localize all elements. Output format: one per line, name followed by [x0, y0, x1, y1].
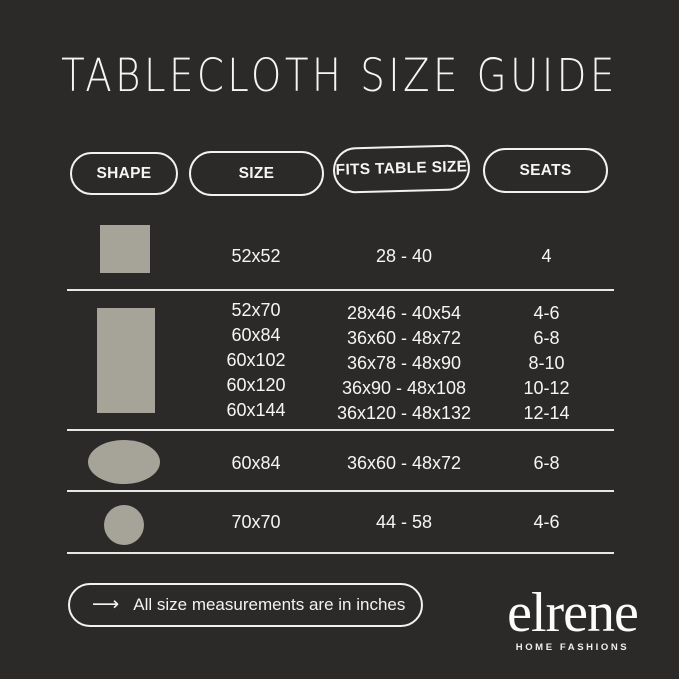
fits-value: 44 - 58 [375, 512, 433, 532]
column-header-seats-label: SEATS [519, 161, 572, 179]
size-value: 60x84 [231, 453, 281, 473]
size-value: 60x102 [226, 350, 286, 370]
brand-tagline: HOME FASHIONS [515, 642, 630, 653]
size-value: 70x70 [231, 512, 281, 532]
seats-value: 4 [541, 246, 552, 266]
row-divider [67, 289, 614, 291]
right-arrow-icon: ⟶ [92, 592, 120, 615]
rectangle-shape-icon [97, 308, 155, 413]
square-shape-icon [100, 225, 150, 273]
page-title: TABLECLOTH SIZE GUIDE [61, 49, 618, 102]
column-header-size-label: SIZE [238, 164, 275, 182]
size-value: 52x52 [231, 246, 281, 266]
column-header-size [189, 151, 324, 196]
oval-shape-icon [88, 440, 160, 484]
fits-value: 36x60 - 48x72 [346, 453, 462, 473]
seats-value: 6-8 [533, 453, 560, 473]
seats-value: 4-6 [533, 303, 560, 323]
size-value: 60x84 [231, 325, 281, 345]
fits-value: 28x46 - 40x54 [346, 303, 462, 323]
brand-name: elrene [507, 582, 638, 644]
circle-shape-icon [104, 505, 144, 545]
seats-values-list [496, 301, 597, 426]
footnote-text: All size measurements are in inches [133, 595, 406, 614]
column-header-shape [70, 152, 178, 195]
fits-value: 28 - 40 [375, 246, 433, 266]
fits-value: 36x90 - 48x108 [341, 378, 467, 398]
fits-value: 36x78 - 48x90 [346, 353, 462, 373]
seats-value: 6-8 [533, 328, 560, 348]
size-value: 52x70 [231, 300, 281, 320]
column-header-seats [483, 148, 608, 193]
size-value: 60x144 [226, 400, 286, 420]
row-divider [67, 429, 614, 431]
column-header-shape-label: SHAPE [96, 164, 152, 182]
brand-logo [490, 582, 655, 653]
seats-value: 4-6 [533, 512, 560, 532]
column-header-fits-label: FITS TABLE SIZE [335, 158, 468, 179]
fits-values-list [315, 301, 493, 426]
seats-value: 12-14 [523, 403, 570, 423]
fits-value: 36x60 - 48x72 [346, 328, 462, 348]
size-values-list [186, 298, 326, 423]
row-divider [67, 490, 614, 492]
footnote-pill [68, 583, 423, 627]
fits-value: 36x120 - 48x132 [336, 403, 472, 423]
size-value: 60x120 [226, 375, 286, 395]
column-header-fits-table-size [332, 144, 470, 194]
row-divider [67, 552, 614, 554]
seats-value: 10-12 [523, 378, 570, 398]
seats-value: 8-10 [528, 353, 565, 373]
